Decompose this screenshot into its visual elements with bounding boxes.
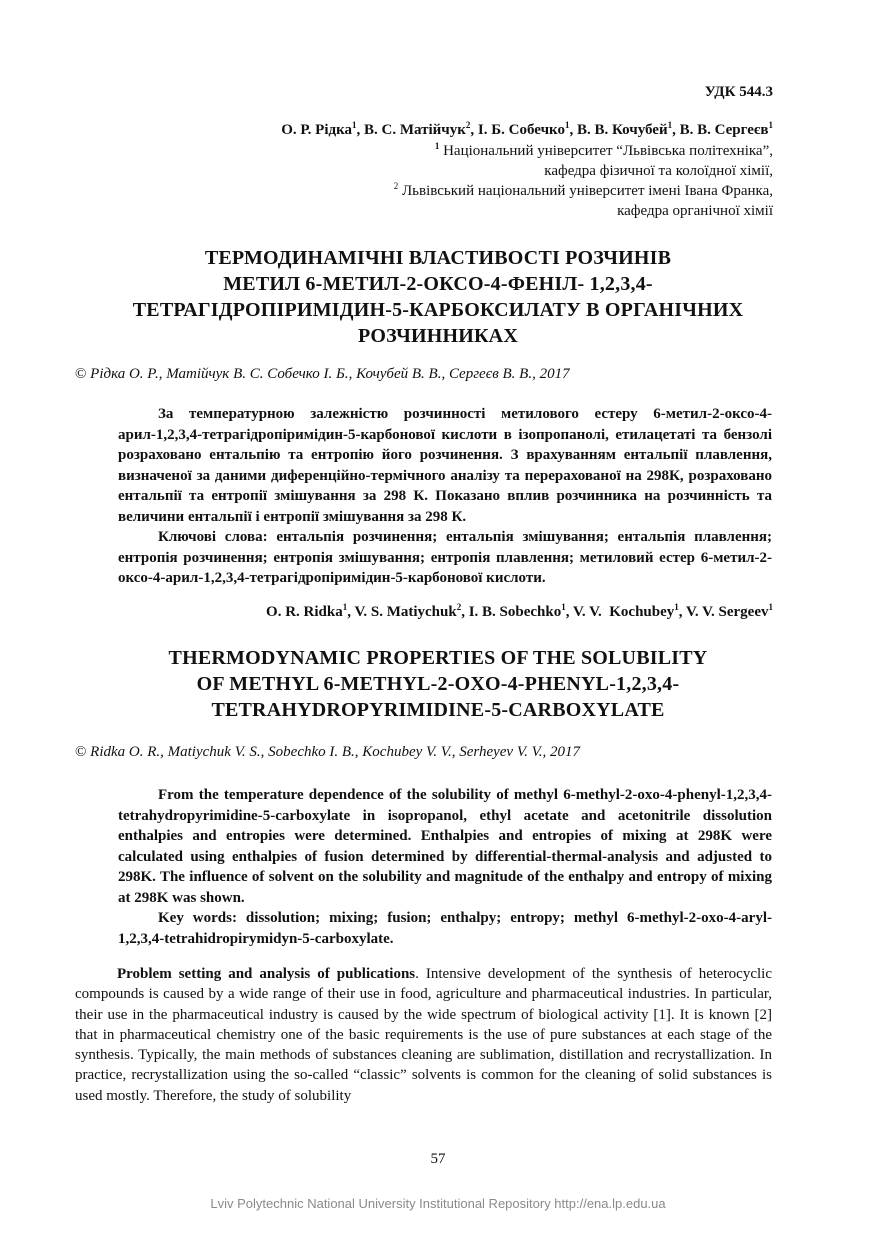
title-english (0, 645, 876, 723)
author-aff: 1 (674, 602, 679, 612)
abstract-text: За температурною залежністю розчинності метилового естеру 6-метил-2-оксо-4-арил-1,2,3,4-тетрагідропіримідин-5-карбонової кислоти в ізопропанолі, етилацетаті та бензолі розраховано ентальпію та ентропію його розчинення. З врахуванням ентальпії плавлення, визначеної за даними диференційно-термічного аналізу та перерахованої на 298К, розраховано ентальпії та ентропії змішування за 298 К. Показано вплив розчинника на розчинність та величини ентальпії і ентропії змішування за 298 К. (118, 406, 772, 525)
author-name: O. R. Ridka (266, 604, 343, 620)
authors-english: O. R. Ridka$^1$, V. S. Matiychuk$^2$, I. B. Sobechko$^1$, V. V. Kochubey$^1$, V. V. Sergeev$^1$ (266, 602, 773, 620)
author-name: В. С. Матійчук (364, 122, 466, 138)
copyright-symbol: © (75, 366, 87, 382)
affiliation-text: Національний університет “Львівська політехніка”, (443, 143, 773, 159)
author-name: В. В. Сергеєв (679, 122, 769, 138)
affiliation-number: 1 (434, 141, 440, 151)
page-number: 57 (430, 1151, 446, 1167)
copyright-symbol: © (75, 744, 87, 760)
body-paragraph (75, 964, 772, 1106)
abstract-text: From the temperature dependence of the solubility of methyl 6-methyl-2-oxo-4-phenyl-1,2,3,4-tetrahydropyrimidine-5-carboxylate in isopropanol, ethyl acetate and acetonitrile dissolution enthalpies and entropies were determined. Enthalpies and entropies of mixing at 298K were calculated using enthalpies of fusion determined by differential-thermal-analysis and adjusted to 298K. The influence of solvent on the solubility and magnitude of the enthalpy and entropy of mixing at 298K was shown. (118, 787, 772, 906)
author-aff: 1 (564, 120, 570, 130)
author-aff: 1 (667, 120, 673, 130)
title-line: РОЗЧИННИКАХ (358, 325, 518, 347)
keywords: Key words: dissolution; mixing; fusion; enthalpy; entropy; methyl 6-methyl-2-oxo-4-aryl-1,2,3,4-tetrahidropirymidyn-5-carboxylate. (118, 910, 772, 947)
abstract-english (118, 785, 772, 949)
copyright-english (75, 744, 580, 761)
copyright-text: Рідка О. Р., Матійчук В. С. Собечко І. Б., Кочубей В. В., Сергеєв В. В., 2017 (90, 366, 570, 382)
author-name: О. Р. Рідка (281, 122, 353, 138)
author-aff: 1 (342, 602, 348, 612)
copyright-ukrainian (75, 366, 570, 383)
author-name: І. Б. Собечко (477, 122, 565, 138)
affiliation-2-line-2: кафедра органічної хімії (617, 203, 773, 219)
author-aff: 1 (561, 602, 566, 612)
copyright-text: Ridka O. R., Matiychuk V. S., Sobechko I. B., Kochubey V. V., Serheyev V. V., 2017 (90, 744, 581, 760)
author-name: V. V. Sergeev (686, 604, 769, 620)
author-name: V. S. Matiychuk (354, 604, 457, 620)
author-aff: 2 (456, 602, 462, 612)
body-text: . Intensive development of the synthesis of heterocyclic compounds is caused by a wide range of their use in food, agriculture and pharmaceutical industries. In particular, their use in the pharmaceutical industry is caused by the wide spectrum of biological activity [1]. It is known [2] that in pharmaceutical chemistry one of the basic requirements is the use of pure substances at each stage of the synthesis. Typically, the main methods of substances cleaning are sublimation, distillation and recrystallization. In practice, recrystallization using the so-called “classic” solvents is common for the cleaning of solid substances is used mostly. Therefore, the study of solubility (75, 966, 772, 1104)
affiliation-2-line-1 (394, 183, 773, 200)
title-line: THERMODYNAMIC PROPERTIES OF THE SOLUBILITY (168, 647, 708, 669)
author-aff: 2 (465, 120, 471, 130)
author-name: V. V. Kochubey (572, 604, 675, 620)
author-name: В. В. Кочубей (576, 122, 668, 138)
affiliation-1-line-2: кафедра фізичної та колоїдної хімії, (544, 163, 773, 179)
author-aff: 1 (768, 120, 773, 130)
affiliation-1-line-1 (435, 143, 773, 160)
section-heading: Problem setting and analysis of publications (117, 966, 416, 982)
repository-footer: Lviv Polytechnic National University Institutional Repository http://ena.lp.edu.ua (210, 1196, 666, 1211)
body-section (75, 964, 772, 1106)
title-ukrainian (0, 245, 876, 349)
author-name: I. B. Sobechko (468, 604, 562, 620)
title-line: ТЕТРАГІДРОПІРИМІДИН-5-КАРБОКСИЛАТУ В ОРГАНІЧНИХ (132, 299, 744, 321)
title-line: ТЕРМОДИНАМІЧНІ ВЛАСТИВОСТІ РОЗЧИНІВ (204, 247, 672, 269)
author-aff: 1 (352, 120, 357, 130)
author-aff: 1 (768, 602, 773, 612)
title-line: OF METHYL 6-METHYL-2-OXO-4-PHENYL-1,2,3,4- (196, 673, 680, 695)
title-line: МЕТИЛ 6-МЕТИЛ-2-ОКСО-4-ФЕНІЛ- 1,2,3,4- (223, 273, 653, 295)
abstract-ukrainian (118, 404, 772, 589)
keywords: Ключові слова: ентальпія розчинення; ентальпія змішування; ентальпія плавлення; ентропія розчинення; ентропія змішування; ентропія плавлення; метиловий естер 6-метил-2-оксо-4-арил-1,2,3,4-тетрагідропіримідин-5-карбонової кислоти. (118, 529, 772, 586)
authors-ukrainian: О. Р. Рідка$^1$, В. С. Матійчук$^2$, І. Б. Собечко$^1$, В. В. Кочубей$^1$, В. В. Сергеєв$^1$ (281, 120, 773, 138)
affiliation-number: 2 (393, 181, 399, 191)
udk-code: УДК 544.3 (704, 84, 773, 100)
title-line: TETRAHYDROPYRIMIDINE-5-CARBOXYLATE (211, 699, 665, 721)
affiliation-text: Львівський національний університет імені Івана Франка, (402, 183, 773, 199)
